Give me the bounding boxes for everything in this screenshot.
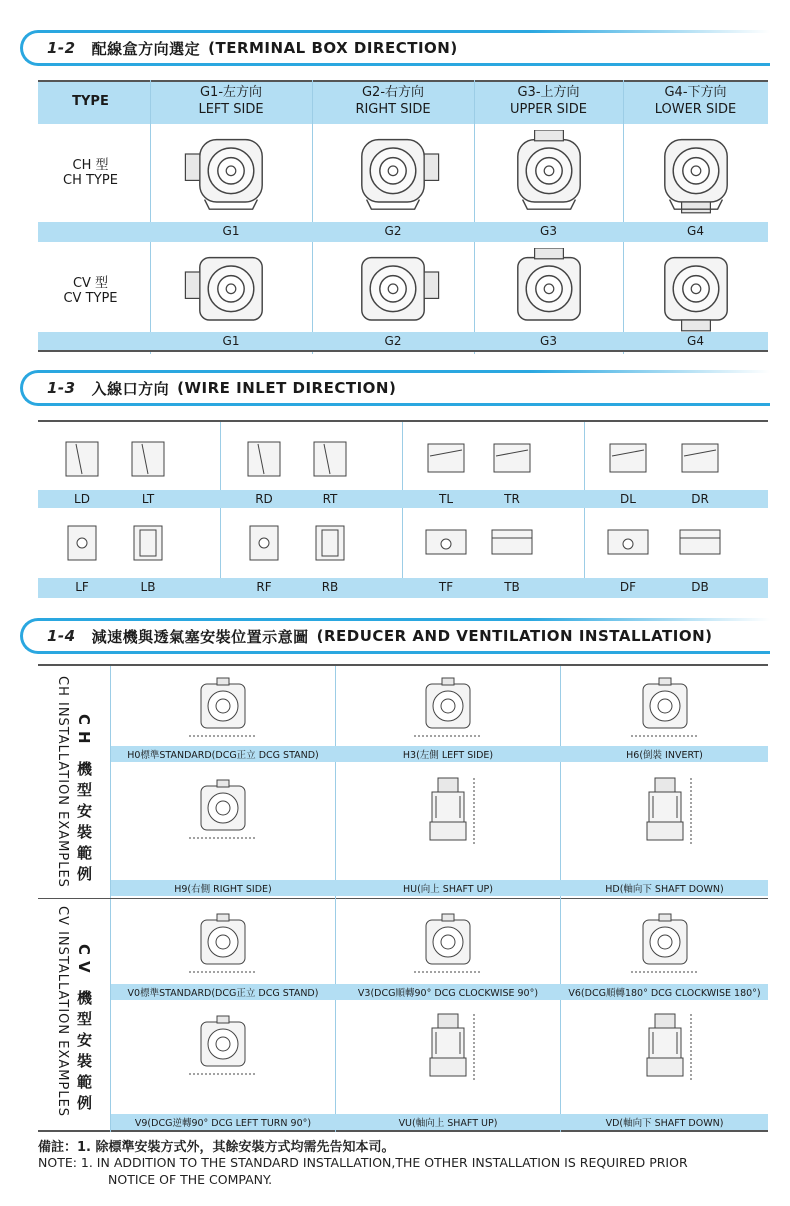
installation-label: V9(DCG逆轉90° DCG LEFT TURN 90°) xyxy=(134,1118,312,1129)
direction-column-header xyxy=(474,84,623,118)
ch-motor-diagram-g1 xyxy=(150,130,312,214)
cv-motor-diagram-g2 xyxy=(312,248,474,332)
wire-inlet-diagram-lb xyxy=(126,520,170,564)
installation-label: VD(軸向下 SHAFT DOWN) xyxy=(605,1118,724,1129)
cv-side-label-zh: CV 機型安裝範例 xyxy=(75,944,93,1116)
wire-inlet-diagram-dr xyxy=(678,436,722,480)
installation-diagram xyxy=(336,674,560,746)
installation-diagram xyxy=(561,776,768,848)
wire-inlet-code: LB xyxy=(140,580,156,594)
installation-diagram xyxy=(111,674,335,746)
wire-inlet-diagram-rf xyxy=(242,520,286,564)
note-zh: 備註：1. 除標準安裝方式外，其餘安裝方式均需先告知本司。 xyxy=(38,1140,395,1155)
wire-inlet-code: RF xyxy=(256,580,272,594)
cv-motor-diagram-g3 xyxy=(474,248,623,332)
wire-inlet-code: DL xyxy=(620,492,636,506)
wire-inlet-diagram-tr xyxy=(490,436,534,480)
wire-inlet-code: RB xyxy=(321,580,339,594)
installation-label: H6(倒裝 INVERT) xyxy=(626,750,703,761)
ch-type-en: CH TYPE xyxy=(63,173,118,188)
section-title-en: (TERMINAL BOX DIRECTION) xyxy=(208,39,458,57)
installation-diagram xyxy=(561,674,768,746)
note-en-line2: NOTICE OF THE COMPANY. xyxy=(108,1172,273,1187)
wire-inlet-diagram-tb xyxy=(490,520,534,564)
ch-type-label xyxy=(38,154,143,188)
wire-inlet-code: LF xyxy=(75,580,89,594)
direction-code-label: G1 xyxy=(222,224,240,238)
section-title-zh: 配線盒方向選定 xyxy=(91,39,201,58)
wire-inlet-code: TR xyxy=(504,492,520,506)
direction-en: RIGHT SIDE xyxy=(355,102,431,117)
installation-diagram xyxy=(561,910,768,982)
direction-code-label: G2 xyxy=(384,334,402,348)
installation-label: H3(左側 LEFT SIDE) xyxy=(402,750,494,761)
direction-zh: G3-上方向 xyxy=(517,85,580,100)
direction-zh: G4-下方向 xyxy=(664,85,727,100)
direction-code-label: G3 xyxy=(540,334,557,348)
type-header: TYPE xyxy=(72,94,109,109)
direction-zh: G1-左方向 xyxy=(199,85,263,100)
section-1-3-header xyxy=(20,370,770,406)
direction-column-header xyxy=(150,84,312,118)
section-1-4-header xyxy=(20,618,770,654)
direction-code-label: G3 xyxy=(540,224,557,238)
cv-motor-diagram-g1 xyxy=(150,248,312,332)
section-1-2-header xyxy=(20,30,770,66)
wire-inlet-code: RT xyxy=(322,492,338,506)
direction-en: LEFT SIDE xyxy=(198,102,264,117)
section-number: 1-3 xyxy=(47,379,76,397)
wire-inlet-code: TL xyxy=(438,492,453,506)
installation-table xyxy=(38,664,768,1132)
direction-column-header xyxy=(623,84,768,118)
wire-inlet-code: RD xyxy=(255,492,273,506)
ch-motor-diagram-g3 xyxy=(474,130,623,214)
installation-diagram xyxy=(336,910,560,982)
cv-side-label xyxy=(44,906,106,1126)
installation-diagram xyxy=(336,1012,560,1084)
ch-side-label-zh: CH 機型安裝範例 xyxy=(75,714,93,887)
installation-label: H9(右側 RIGHT SIDE) xyxy=(174,884,272,895)
wire-inlet-code: DR xyxy=(691,492,709,506)
wire-inlet-diagram-lt xyxy=(126,436,170,480)
wire-inlet-code: LT xyxy=(141,492,155,506)
wire-inlet-diagram-rb xyxy=(308,520,352,564)
terminal-box-table xyxy=(38,80,768,354)
installation-label: VU(軸向上 SHAFT UP) xyxy=(398,1118,498,1129)
wire-inlet-diagram-ld xyxy=(60,436,104,480)
installation-diagram xyxy=(336,776,560,848)
cv-motor-diagram-g4 xyxy=(623,248,768,332)
cv-type-label xyxy=(38,272,143,306)
wire-inlet-code: TF xyxy=(438,580,454,594)
ch-motor-diagram-g2 xyxy=(312,130,474,214)
section-number: 1-4 xyxy=(47,627,76,645)
direction-code-label: G2 xyxy=(384,224,402,238)
wire-inlet-diagram-tl xyxy=(424,436,468,480)
installation-label: V0標準STANDARD(DCG正立 DCG STAND) xyxy=(127,988,319,999)
installation-diagram xyxy=(111,1012,335,1084)
section-title-zh: 減速機與透氣塞安裝位置示意圖 xyxy=(91,627,309,646)
installation-diagram xyxy=(111,776,335,848)
direction-en: LOWER SIDE xyxy=(654,102,737,117)
direction-en: UPPER SIDE xyxy=(510,102,587,117)
wire-inlet-diagram-rt xyxy=(308,436,352,480)
wire-inlet-diagram-db xyxy=(678,520,722,564)
ch-side-label-en: CH INSTALLATION EXAMPLES xyxy=(55,676,70,888)
installation-label: V6(DCG順轉180° DCG CLOCKWISE 180°) xyxy=(568,988,761,999)
direction-zh: G2-右方向 xyxy=(361,85,425,100)
wire-inlet-code: TB xyxy=(504,580,520,594)
installation-diagram xyxy=(111,910,335,982)
installation-label: HU(向上 SHAFT UP) xyxy=(402,884,493,895)
section-title-en: (REDUCER AND VENTILATION INSTALLATION) xyxy=(316,627,713,645)
wire-inlet-code: LD xyxy=(74,492,90,506)
installation-diagram xyxy=(561,1012,768,1084)
ch-type-zh: CH 型 xyxy=(72,158,109,173)
section-title-zh: 入線口方向 xyxy=(91,379,170,398)
wire-inlet-code: DB xyxy=(691,580,709,594)
note-en-line1: NOTE: 1. IN ADDITION TO THE STANDARD INSTALLATION,THE OTHER INSTALLATION IS REQUIRED PRIOR xyxy=(38,1155,688,1170)
installation-label: H0標準STANDARD(DCG正立 DCG STAND) xyxy=(127,750,319,761)
wire-inlet-diagram-tf xyxy=(424,520,468,564)
direction-code-label: G1 xyxy=(222,334,240,348)
installation-label: HD(軸向下 SHAFT DOWN) xyxy=(605,884,724,895)
wire-inlet-diagram-dl xyxy=(606,436,650,480)
ch-side-label xyxy=(44,676,106,896)
cv-type-en: CV TYPE xyxy=(63,291,118,306)
cv-type-zh: CV 型 xyxy=(72,276,109,291)
wire-inlet-table xyxy=(38,420,768,598)
direction-column-header xyxy=(312,84,474,118)
section-title-en: (WIRE INLET DIRECTION) xyxy=(177,379,397,397)
direction-code-label: G4 xyxy=(687,334,704,348)
wire-inlet-diagram-rd xyxy=(242,436,286,480)
section-number: 1-2 xyxy=(47,39,76,57)
wire-inlet-diagram-lf xyxy=(60,520,104,564)
cv-side-label-en: CV INSTALLATION EXAMPLES xyxy=(55,906,70,1118)
wire-inlet-diagram-df xyxy=(606,520,650,564)
wire-inlet-code: DF xyxy=(619,580,637,594)
direction-code-label: G4 xyxy=(687,224,704,238)
installation-label: V3(DCG順轉90° DCG CLOCKWISE 90°) xyxy=(357,988,539,999)
ch-motor-diagram-g4 xyxy=(623,130,768,214)
